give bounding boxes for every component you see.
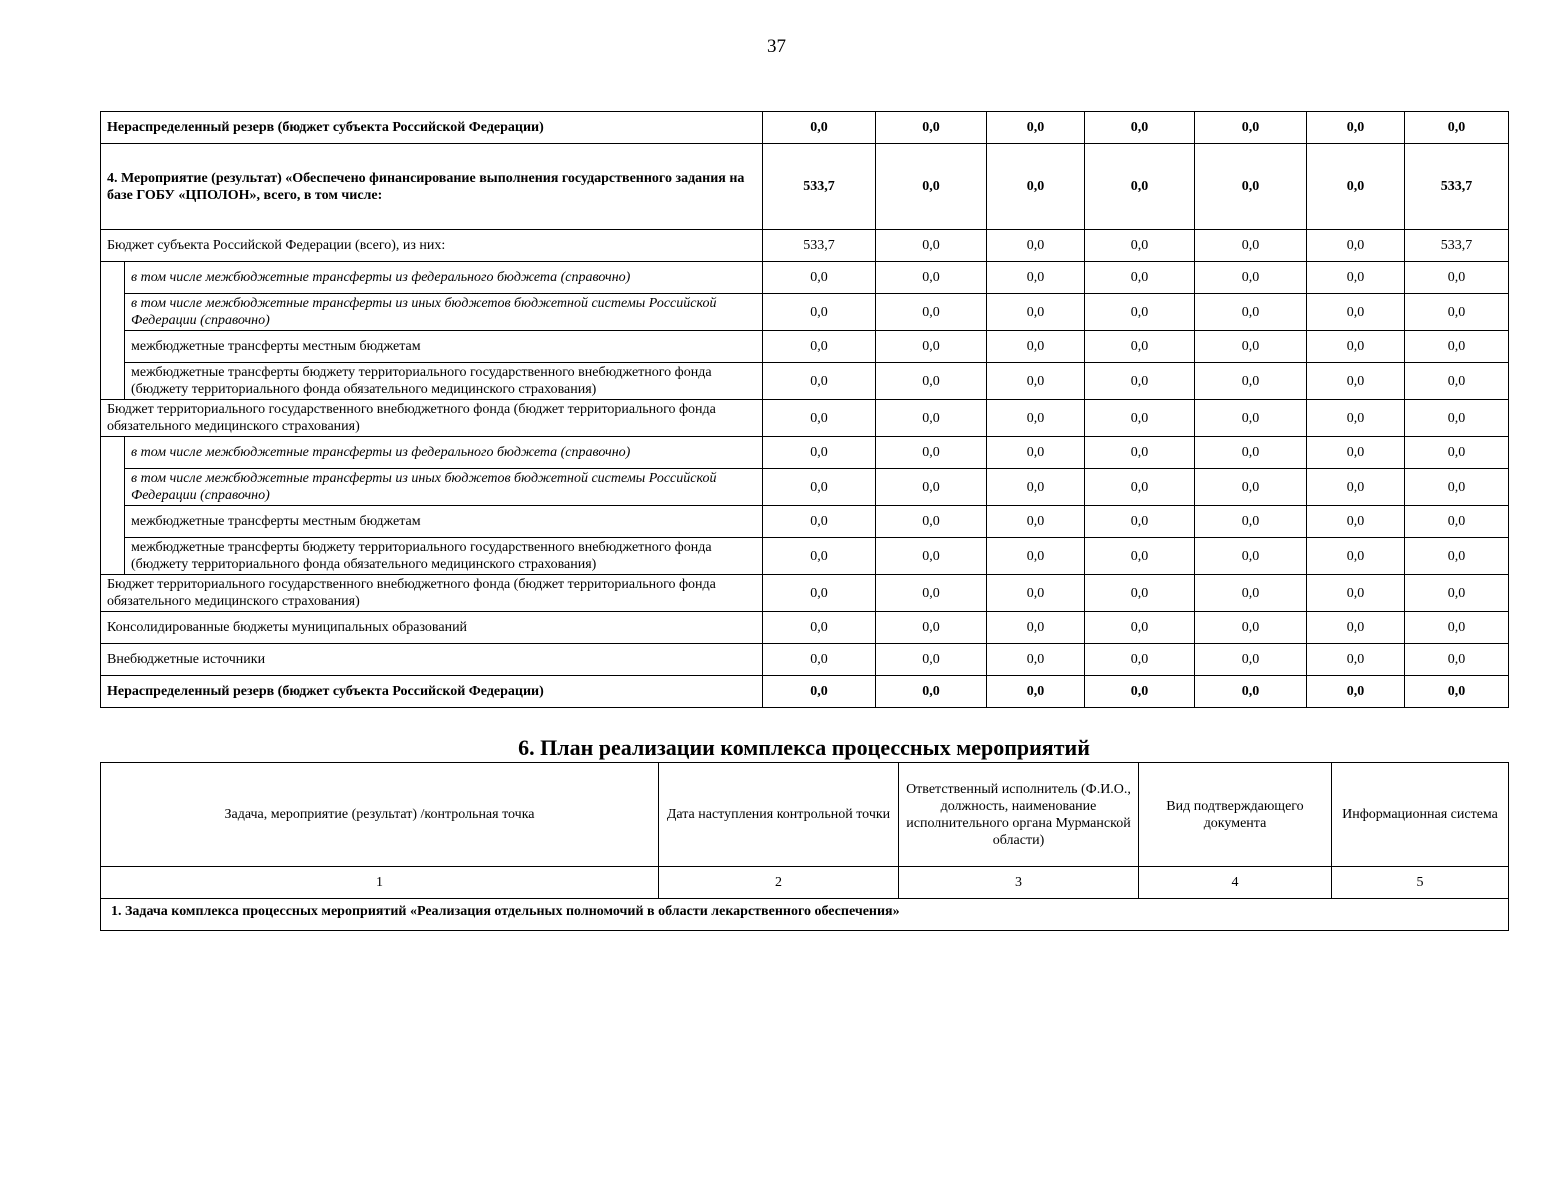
value-cell: 0,0 [1307, 612, 1405, 644]
value-cell: 0,0 [763, 575, 876, 612]
value-cell: 0,0 [1307, 112, 1405, 144]
column-number: 5 [1332, 867, 1509, 899]
value-cell: 0,0 [987, 363, 1085, 400]
value-cell: 0,0 [1195, 331, 1307, 363]
column-number-row [101, 867, 1509, 899]
value-cell: 0,0 [876, 644, 987, 676]
value-cell: 0,0 [987, 437, 1085, 469]
value-cell: 0,0 [1085, 676, 1195, 708]
value-cell: 0,0 [763, 331, 876, 363]
value-cell: 0,0 [763, 363, 876, 400]
value-cell: 0,0 [1195, 506, 1307, 538]
value-cell: 0,0 [1195, 644, 1307, 676]
value-cell: 0,0 [763, 437, 876, 469]
value-cell: 0,0 [876, 612, 987, 644]
value-cell: 0,0 [876, 331, 987, 363]
row-label: 4. Мероприятие (результат) «Обеспечено финансирование выполнения государственного задания на базе ГОБУ «ЦПОЛОН», всего, в том числе: [101, 144, 763, 230]
value-cell: 0,0 [1307, 144, 1405, 230]
table-row [101, 575, 1509, 612]
value-cell: 0,0 [1195, 575, 1307, 612]
value-cell: 0,0 [1405, 469, 1509, 506]
value-cell: 0,0 [1307, 538, 1405, 575]
value-cell: 0,0 [1085, 144, 1195, 230]
section-title: 6. План реализации комплекса процессных мероприятий [518, 735, 1090, 760]
value-cell: 0,0 [1085, 469, 1195, 506]
value-cell: 0,0 [876, 144, 987, 230]
table-row [101, 437, 1509, 469]
value-cell: 0,0 [1405, 676, 1509, 708]
value-cell: 0,0 [987, 469, 1085, 506]
value-cell: 0,0 [1405, 112, 1509, 144]
value-cell: 0,0 [1307, 469, 1405, 506]
table-row [101, 469, 1509, 506]
value-cell: 0,0 [987, 294, 1085, 331]
value-cell: 0,0 [1085, 612, 1195, 644]
value-cell: 0,0 [1085, 575, 1195, 612]
row-label: в том числе межбюджетные трансферты из федерального бюджета (справочно) [125, 437, 763, 469]
row-label: в том числе межбюджетные трансферты из иных бюджетов бюджетной системы Российской Федерации (справочно) [125, 294, 763, 331]
row-label: Бюджет территориального государственного внебюджетного фонда (бюджет территориального фонда обязательного медицинского страхования) [101, 575, 763, 612]
value-cell: 0,0 [763, 538, 876, 575]
value-cell: 533,7 [1405, 144, 1509, 230]
value-cell: 0,0 [1307, 575, 1405, 612]
page-number: 37 [767, 36, 786, 57]
row-label: Консолидированные бюджеты муниципальных образований [101, 612, 763, 644]
value-cell: 0,0 [1195, 294, 1307, 331]
row-label: Бюджет территориального государственного внебюджетного фонда (бюджет территориального фонда обязательного медицинского страхования) [101, 400, 763, 437]
value-cell: 0,0 [987, 400, 1085, 437]
value-cell: 0,0 [876, 538, 987, 575]
value-cell: 0,0 [1405, 437, 1509, 469]
value-cell: 0,0 [1085, 644, 1195, 676]
row-label: в том числе межбюджетные трансферты из иных бюджетов бюджетной системы Российской Федерации (справочно) [125, 469, 763, 506]
value-cell: 0,0 [763, 469, 876, 506]
row-label: межбюджетные трансферты местным бюджетам [125, 331, 763, 363]
task-row [101, 899, 1509, 931]
value-cell: 533,7 [763, 144, 876, 230]
value-cell: 0,0 [1085, 506, 1195, 538]
value-cell: 0,0 [763, 400, 876, 437]
value-cell: 0,0 [1085, 230, 1195, 262]
task-label: 1. Задача комплекса процессных мероприятий «Реализация отдельных полномочий в области лекарственного обеспечения» [101, 899, 1509, 931]
value-cell: 0,0 [763, 676, 876, 708]
value-cell: 0,0 [1405, 294, 1509, 331]
table-row [101, 612, 1509, 644]
table-row [101, 262, 1509, 294]
value-cell: 0,0 [1405, 506, 1509, 538]
value-cell: 0,0 [1307, 506, 1405, 538]
value-cell: 0,0 [1085, 262, 1195, 294]
value-cell: 533,7 [1405, 230, 1509, 262]
value-cell: 0,0 [987, 506, 1085, 538]
value-cell: 0,0 [1307, 676, 1405, 708]
table-row [101, 676, 1509, 708]
value-cell: 0,0 [763, 612, 876, 644]
value-cell: 0,0 [1405, 612, 1509, 644]
value-cell: 0,0 [987, 676, 1085, 708]
value-cell: 0,0 [987, 112, 1085, 144]
table-row [101, 331, 1509, 363]
table-row [101, 230, 1509, 262]
value-cell: 0,0 [1405, 331, 1509, 363]
value-cell: 0,0 [1195, 400, 1307, 437]
value-cell: 0,0 [987, 230, 1085, 262]
value-cell: 0,0 [876, 676, 987, 708]
value-cell: 0,0 [876, 262, 987, 294]
value-cell: 0,0 [876, 363, 987, 400]
value-cell: 0,0 [1195, 262, 1307, 294]
column-header: Информационная система [1332, 763, 1509, 867]
value-cell: 0,0 [763, 262, 876, 294]
value-cell: 0,0 [987, 612, 1085, 644]
value-cell: 0,0 [1195, 469, 1307, 506]
value-cell: 0,0 [1195, 230, 1307, 262]
table-row [101, 538, 1509, 575]
value-cell: 0,0 [1307, 230, 1405, 262]
value-cell: 0,0 [763, 506, 876, 538]
value-cell: 0,0 [763, 112, 876, 144]
row-label: межбюджетные трансферты местным бюджетам [125, 506, 763, 538]
value-cell: 0,0 [1085, 112, 1195, 144]
table-row [101, 294, 1509, 331]
value-cell: 0,0 [1405, 644, 1509, 676]
value-cell: 0,0 [876, 400, 987, 437]
row-label: межбюджетные трансферты бюджету территориального государственного внебюджетного фонда (бюджету территориального фонда обязательного медицинского страхования) [125, 363, 763, 400]
value-cell: 0,0 [1405, 262, 1509, 294]
header-row [101, 763, 1509, 867]
column-number: 3 [899, 867, 1139, 899]
value-cell: 0,0 [1085, 437, 1195, 469]
value-cell: 0,0 [1085, 331, 1195, 363]
plan-table [100, 762, 1509, 931]
value-cell: 0,0 [1307, 644, 1405, 676]
row-label: Внебюджетные источники [101, 644, 763, 676]
value-cell: 0,0 [1195, 437, 1307, 469]
table-row [101, 112, 1509, 144]
value-cell: 0,0 [876, 230, 987, 262]
value-cell: 0,0 [763, 294, 876, 331]
value-cell: 0,0 [1085, 294, 1195, 331]
column-number: 1 [101, 867, 659, 899]
value-cell: 0,0 [1405, 575, 1509, 612]
column-header: Ответственный исполнитель (Ф.И.О., должность, наименование исполнительного органа Мурманской области) [899, 763, 1139, 867]
value-cell: 0,0 [1405, 538, 1509, 575]
value-cell: 0,0 [987, 538, 1085, 575]
table-row [101, 506, 1509, 538]
value-cell: 0,0 [1085, 538, 1195, 575]
row-label: межбюджетные трансферты бюджету территориального государственного внебюджетного фонда (бюджету территориального фонда обязательного медицинского страхования) [125, 538, 763, 575]
table-row [101, 363, 1509, 400]
value-cell: 0,0 [987, 331, 1085, 363]
row-label: Нераспределенный резерв (бюджет субъекта Российской Федерации) [101, 676, 763, 708]
value-cell: 0,0 [987, 575, 1085, 612]
column-number: 4 [1139, 867, 1332, 899]
value-cell: 0,0 [876, 294, 987, 331]
value-cell: 0,0 [763, 644, 876, 676]
value-cell: 0,0 [1085, 400, 1195, 437]
value-cell: 0,0 [1085, 363, 1195, 400]
row-label: Нераспределенный резерв (бюджет субъекта Российской Федерации) [101, 112, 763, 144]
table-row [101, 400, 1509, 437]
column-number: 2 [659, 867, 899, 899]
value-cell: 0,0 [876, 437, 987, 469]
column-header: Задача, мероприятие (результат) /контрольная точка [101, 763, 659, 867]
value-cell: 0,0 [1405, 363, 1509, 400]
value-cell: 0,0 [876, 506, 987, 538]
value-cell: 533,7 [763, 230, 876, 262]
value-cell: 0,0 [1307, 363, 1405, 400]
value-cell: 0,0 [987, 262, 1085, 294]
value-cell: 0,0 [876, 469, 987, 506]
value-cell: 0,0 [1195, 363, 1307, 400]
value-cell: 0,0 [1307, 331, 1405, 363]
indent-cell [101, 262, 125, 400]
value-cell: 0,0 [1195, 112, 1307, 144]
table-row [101, 144, 1509, 230]
value-cell: 0,0 [876, 575, 987, 612]
value-cell: 0,0 [987, 644, 1085, 676]
table-row [101, 644, 1509, 676]
value-cell: 0,0 [1307, 262, 1405, 294]
value-cell: 0,0 [1307, 400, 1405, 437]
value-cell: 0,0 [1307, 437, 1405, 469]
value-cell: 0,0 [1195, 612, 1307, 644]
value-cell: 0,0 [1307, 294, 1405, 331]
value-cell: 0,0 [1195, 538, 1307, 575]
row-label: Бюджет субъекта Российской Федерации (всего), из них: [101, 230, 763, 262]
value-cell: 0,0 [1195, 144, 1307, 230]
value-cell: 0,0 [1405, 400, 1509, 437]
value-cell: 0,0 [1195, 676, 1307, 708]
column-header: Дата наступления контрольной точки [659, 763, 899, 867]
value-cell: 0,0 [876, 112, 987, 144]
value-cell: 0,0 [987, 144, 1085, 230]
row-label: в том числе межбюджетные трансферты из федерального бюджета (справочно) [125, 262, 763, 294]
indent-cell [101, 437, 125, 575]
financing-table [100, 111, 1509, 708]
column-header: Вид подтверждающего документа [1139, 763, 1332, 867]
